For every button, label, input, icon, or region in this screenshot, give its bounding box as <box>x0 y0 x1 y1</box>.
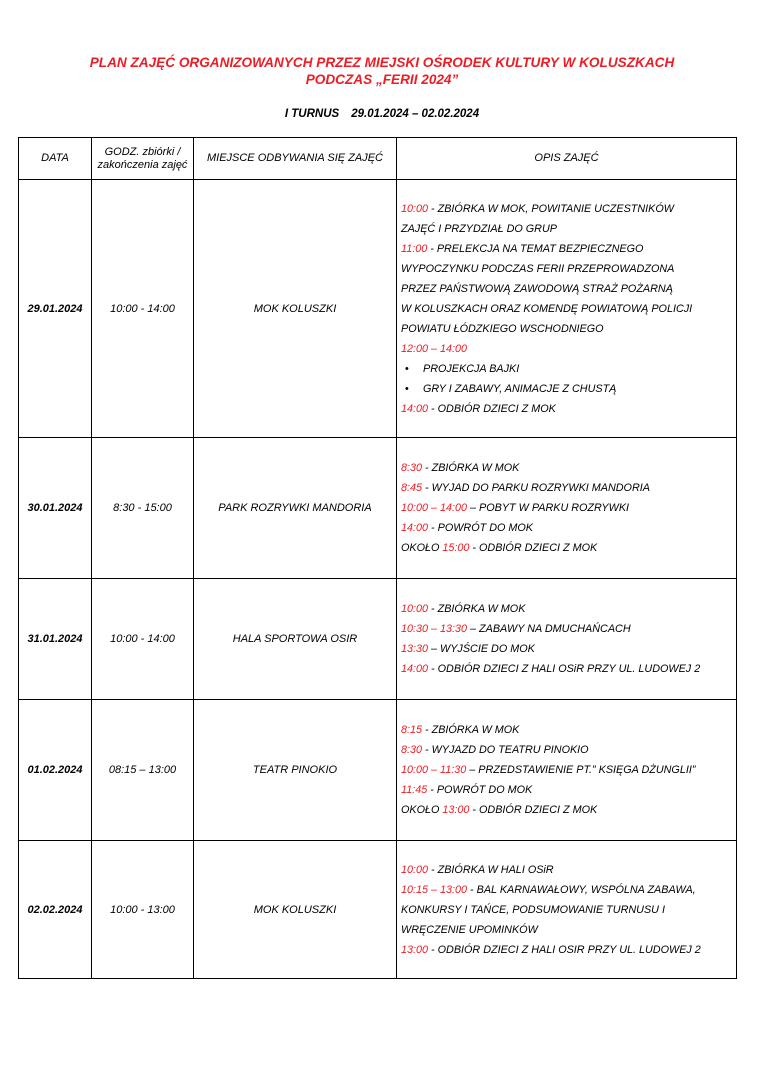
line-text: - BAL KARNAWAŁOWY, WSPÓLNA ZABAWA, <box>467 883 696 896</box>
description-line <box>401 860 732 880</box>
line-time: 8:30 <box>401 744 423 756</box>
table-row <box>19 579 737 700</box>
description-line <box>401 379 732 399</box>
description-line <box>401 478 732 498</box>
line-text: PRZEZ PAŃSTWOWĄ ZAWODOWĄ STRAŻ POŻARNĄ <box>401 282 673 295</box>
table-row <box>19 180 737 438</box>
row-date: 01.02.2024 <box>19 700 92 841</box>
line-text: WYPOCZYNKU PODCZAS FERII PRZEPROWADZONA <box>401 262 675 275</box>
row-place: HALA SPORTOWA OSIR <box>194 579 397 700</box>
line-text: GRY I ZABAWY, ANIMACJE Z CHUSTĄ <box>423 382 617 395</box>
description-line <box>401 940 732 960</box>
line-time: 8:30 <box>401 462 423 474</box>
line-text: - WYJAD DO PARKU ROZRYWKI MANDORIA <box>422 482 650 494</box>
line-prefix: OKOŁO <box>401 804 443 816</box>
line-text: - WYJAZD DO TEATRU PINOKIO <box>422 744 589 756</box>
line-text: - ODBIÓR DZIECI Z MOK <box>469 804 598 816</box>
line-time: 10:30 – 13:30 <box>401 623 468 635</box>
row-place: MOK KOLUSZKI <box>194 841 397 979</box>
row-description <box>397 700 737 841</box>
line-time: 10:00 <box>401 863 429 876</box>
table-row <box>19 841 737 979</box>
row-hours: 10:00 - 14:00 <box>92 579 194 700</box>
schedule-rows <box>19 180 737 979</box>
row-date: 29.01.2024 <box>19 180 92 438</box>
line-time: 13:00 <box>401 943 429 956</box>
line-time: 11:00 <box>401 242 428 255</box>
turnus-subtitle <box>0 108 764 120</box>
header-hours: GODZ. zbiórki / zakończenia zajęć <box>92 138 194 180</box>
schedule-table <box>18 137 737 979</box>
description-line <box>401 599 732 619</box>
document-title <box>0 54 764 88</box>
line-text: - POWRÓT DO MOK <box>428 522 533 534</box>
line-text: ZAJĘĆ I PRZYDZIAŁ DO GRUP <box>401 222 557 235</box>
line-text: – ZABAWY NA DMUCHAŃCACH <box>467 623 631 635</box>
line-time: 11:45 <box>401 784 428 796</box>
row-place: PARK ROZRYWKI MANDORIA <box>194 438 397 579</box>
description-line <box>401 639 732 659</box>
title-line-2: PODCZAS „FERII 2024” <box>305 72 459 87</box>
header-place: MIEJSCE ODBYWANIA SIĘ ZAJĘĆ <box>194 138 397 180</box>
turnus-dates: 29.01.2024 – 02.02.2024 <box>351 108 480 120</box>
bullet-icon: • <box>405 362 409 375</box>
row-date: 30.01.2024 <box>19 438 92 579</box>
description-line <box>401 740 732 760</box>
line-time: 10:00 <box>401 202 429 215</box>
line-text: PROJEKCJA BAJKI <box>423 362 520 375</box>
line-time: 14:00 <box>401 402 429 415</box>
line-text: - ZBIÓRKA W MOK, POWITANIE UCZESTNIKÓW <box>428 202 674 215</box>
line-time: 8:15 <box>401 724 423 736</box>
line-prefix: OKOŁO <box>401 542 443 554</box>
table-row <box>19 700 737 841</box>
description-line <box>401 399 732 419</box>
row-hours: 08:15 – 13:00 <box>92 700 194 841</box>
line-text: - ODBIÓR DZIECI Z MOK <box>428 402 556 415</box>
description-line <box>401 199 732 219</box>
line-time: 10:00 – 11:30 <box>401 764 467 776</box>
description-line <box>401 619 732 639</box>
line-text: – WYJŚCIE DO MOK <box>428 643 535 655</box>
line-time: 14:00 <box>401 663 429 675</box>
line-text: - ODBIÓR DZIECI Z HALI OSiR PRZY UL. LUDOWEJ 2 <box>428 663 701 675</box>
row-place: TEATR PINOKIO <box>194 700 397 841</box>
line-text: - POWRÓT DO MOK <box>427 784 533 796</box>
row-hours: 10:00 - 13:00 <box>92 841 194 979</box>
line-text: - PRELEKCJA NA TEMAT BEZPIECZNEGO <box>427 242 644 255</box>
description-line <box>401 920 732 940</box>
description-line <box>401 659 732 679</box>
description-line <box>401 458 732 478</box>
line-text: - ZBIÓRKA W MOK <box>428 603 526 615</box>
description-line <box>401 219 732 239</box>
table-header-row <box>19 138 737 180</box>
table-row <box>19 438 737 579</box>
row-description <box>397 438 737 579</box>
line-time: 14:00 <box>401 522 429 534</box>
description-line <box>401 760 732 780</box>
description-line <box>401 538 732 558</box>
line-time: 13:00 <box>442 804 470 816</box>
row-date: 02.02.2024 <box>19 841 92 979</box>
line-text: - ODBIÓR DZIECI Z HALI OSIR PRZY UL. LUDOWEJ 2 <box>428 943 701 956</box>
bullet-icon: • <box>405 382 409 395</box>
header-date: DATA <box>19 138 92 180</box>
description-line <box>401 259 732 279</box>
row-date: 31.01.2024 <box>19 579 92 700</box>
row-description <box>397 180 737 438</box>
description-line <box>401 359 732 379</box>
line-text: – POBYT W PARKU ROZRYWKI <box>467 502 630 514</box>
line-time: 15:00 <box>442 542 470 554</box>
row-place: MOK KOLUSZKI <box>194 180 397 438</box>
turnus-label: I TURNUS <box>284 108 340 120</box>
line-text: - ZBIÓRKA W MOK <box>422 462 520 474</box>
line-text: – PRZEDSTAWIENIE PT.” KSIĘGA DŻUNGLII” <box>466 764 696 776</box>
description-line <box>401 279 732 299</box>
description-line <box>401 720 732 740</box>
row-description <box>397 841 737 979</box>
description-line <box>401 800 732 820</box>
description-line <box>401 319 732 339</box>
description-line <box>401 498 732 518</box>
line-text: - ZBIÓRKA W MOK <box>422 724 520 736</box>
row-hours: 8:30 - 15:00 <box>92 438 194 579</box>
header-desc: OPIS ZAJĘĆ <box>397 138 737 180</box>
description-line <box>401 518 732 538</box>
description-line <box>401 780 732 800</box>
line-text: WRĘCZENIE UPOMINKÓW <box>401 923 538 936</box>
description-line <box>401 239 732 259</box>
line-time: 10:15 – 13:00 <box>401 883 468 896</box>
description-line <box>401 299 732 319</box>
line-text: - ZBIÓRKA W HALI OSiR <box>428 863 554 876</box>
line-time: 12:00 – 14:00 <box>401 342 468 355</box>
row-hours: 10:00 - 14:00 <box>92 180 194 438</box>
line-text: POWIATU ŁÓDZKIEGO WSCHODNIEGO <box>401 322 604 335</box>
line-time: 8:45 <box>401 482 423 494</box>
title-line-1: PLAN ZAJĘĆ ORGANIZOWANYCH PRZEZ MIEJSKI OŚRODEK KULTURY W KOLUSZKACH <box>89 55 675 70</box>
line-time: 10:00 – 14:00 <box>401 502 468 514</box>
description-line <box>401 880 732 900</box>
line-time: 10:00 <box>401 603 429 615</box>
description-line <box>401 339 732 359</box>
row-description <box>397 579 737 700</box>
line-text: W KOLUSZKACH ORAZ KOMENDĘ POWIATOWĄ POLICJI <box>401 302 693 315</box>
line-text: - ODBIÓR DZIECI Z MOK <box>469 542 598 554</box>
description-line <box>401 900 732 920</box>
line-text: KONKURSY I TAŃCE, PODSUMOWANIE TURNUSU I <box>401 903 665 916</box>
line-time: 13:30 <box>401 643 429 655</box>
